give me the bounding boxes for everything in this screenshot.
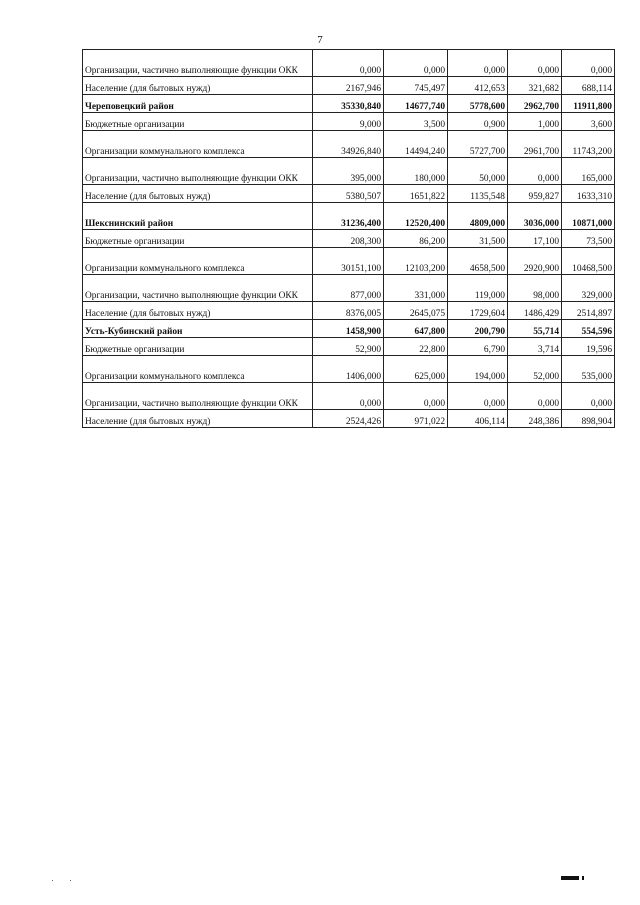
value-cell: 180,000 [384, 158, 448, 185]
value-cell: 3,600 [562, 113, 615, 131]
value-cell: 0,000 [508, 383, 562, 410]
row-name-cell: Бюджетные организации [83, 230, 313, 248]
value-cell: 2167,946 [313, 77, 384, 95]
table-row [83, 383, 615, 410]
value-cell: 2920,900 [508, 248, 562, 275]
row-name-cell: Организации, частично выполняющие функции ОКК [83, 158, 313, 185]
scan-speck [70, 880, 71, 881]
row-name-cell: Шекснинский район [83, 203, 313, 230]
table-row [83, 338, 615, 356]
value-cell: 971,022 [384, 410, 448, 428]
table-row [83, 410, 615, 428]
value-cell: 1486,429 [508, 302, 562, 320]
row-name-cell: Бюджетные организации [83, 113, 313, 131]
district-row [83, 95, 615, 113]
table-row [83, 131, 615, 158]
value-cell: 5778,600 [448, 95, 508, 113]
row-name-cell: Бюджетные организации [83, 338, 313, 356]
value-cell: 119,000 [448, 275, 508, 302]
value-cell: 0,900 [448, 113, 508, 131]
value-cell: 55,714 [508, 320, 562, 338]
value-cell: 0,000 [562, 383, 615, 410]
row-name-cell: Усть-Кубинский район [83, 320, 313, 338]
value-cell: 31236,400 [313, 203, 384, 230]
row-name-cell: Организации, частично выполняющие функции ОКК [83, 50, 313, 77]
value-cell: 2645,075 [384, 302, 448, 320]
scan-footer-mark [561, 876, 579, 880]
value-cell: 19,596 [562, 338, 615, 356]
value-cell: 1651,822 [384, 185, 448, 203]
table-row [83, 50, 615, 77]
table-row [83, 230, 615, 248]
table-body [83, 50, 615, 428]
value-cell: 1729,604 [448, 302, 508, 320]
value-cell: 959,827 [508, 185, 562, 203]
row-name-cell: Население (для бытовых нужд) [83, 410, 313, 428]
value-cell: 406,114 [448, 410, 508, 428]
row-name-cell: Организации, частично выполняющие функции ОКК [83, 275, 313, 302]
value-cell: 1135,548 [448, 185, 508, 203]
value-cell: 535,000 [562, 356, 615, 383]
value-cell: 8376,005 [313, 302, 384, 320]
value-cell: 165,000 [562, 158, 615, 185]
value-cell: 208,300 [313, 230, 384, 248]
value-cell: 329,000 [562, 275, 615, 302]
value-cell: 11911,800 [562, 95, 615, 113]
value-cell: 898,904 [562, 410, 615, 428]
value-cell: 98,000 [508, 275, 562, 302]
value-cell: 4658,500 [448, 248, 508, 275]
value-cell: 688,114 [562, 77, 615, 95]
value-cell: 412,653 [448, 77, 508, 95]
value-cell: 3,500 [384, 113, 448, 131]
value-cell: 6,790 [448, 338, 508, 356]
row-name-cell: Население (для бытовых нужд) [83, 77, 313, 95]
value-cell: 0,000 [448, 383, 508, 410]
value-cell: 3036,000 [508, 203, 562, 230]
district-row [83, 203, 615, 230]
value-cell: 17,100 [508, 230, 562, 248]
table-row [83, 113, 615, 131]
value-cell: 10468,500 [562, 248, 615, 275]
value-cell: 877,000 [313, 275, 384, 302]
value-cell: 31,500 [448, 230, 508, 248]
table-row [83, 356, 615, 383]
value-cell: 14494,240 [384, 131, 448, 158]
value-cell: 1,000 [508, 113, 562, 131]
row-name-cell: Организации коммунального комплекса [83, 356, 313, 383]
table-row [83, 302, 615, 320]
value-cell: 2962,700 [508, 95, 562, 113]
table-row [83, 185, 615, 203]
value-cell: 1406,000 [313, 356, 384, 383]
value-cell: 745,497 [384, 77, 448, 95]
row-name-cell: Организации, частично выполняющие функции ОКК [83, 383, 313, 410]
value-cell: 0,000 [384, 383, 448, 410]
value-cell: 0,000 [562, 50, 615, 77]
value-cell: 52,900 [313, 338, 384, 356]
value-cell: 2524,426 [313, 410, 384, 428]
value-cell: 331,000 [384, 275, 448, 302]
value-cell: 73,500 [562, 230, 615, 248]
district-row [83, 320, 615, 338]
table-row [83, 77, 615, 95]
value-cell: 5727,700 [448, 131, 508, 158]
value-cell: 200,790 [448, 320, 508, 338]
row-name-cell: Население (для бытовых нужд) [83, 185, 313, 203]
value-cell: 395,000 [313, 158, 384, 185]
value-cell: 2961,700 [508, 131, 562, 158]
value-cell: 86,200 [384, 230, 448, 248]
row-name-cell: Население (для бытовых нужд) [83, 302, 313, 320]
row-name-cell: Организации коммунального комплекса [83, 248, 313, 275]
row-name-cell: Организации коммунального комплекса [83, 131, 313, 158]
value-cell: 12103,200 [384, 248, 448, 275]
value-cell: 2514,897 [562, 302, 615, 320]
row-name-cell: Череповецкий район [83, 95, 313, 113]
value-cell: 10871,000 [562, 203, 615, 230]
scan-footer-mark [582, 876, 584, 880]
value-cell: 5380,507 [313, 185, 384, 203]
value-cell: 22,800 [384, 338, 448, 356]
value-cell: 34926,840 [313, 131, 384, 158]
value-cell: 321,682 [508, 77, 562, 95]
value-cell: 0,000 [313, 383, 384, 410]
value-cell: 248,386 [508, 410, 562, 428]
value-cell: 0,000 [448, 50, 508, 77]
scan-speck [52, 880, 53, 881]
value-cell: 35330,840 [313, 95, 384, 113]
value-cell: 1633,310 [562, 185, 615, 203]
value-cell: 14677,740 [384, 95, 448, 113]
value-cell: 52,000 [508, 356, 562, 383]
value-cell: 647,800 [384, 320, 448, 338]
value-cell: 0,000 [384, 50, 448, 77]
value-cell: 625,000 [384, 356, 448, 383]
value-cell: 4809,000 [448, 203, 508, 230]
value-cell: 11743,200 [562, 131, 615, 158]
page-number: 7 [317, 34, 323, 46]
value-cell: 50,000 [448, 158, 508, 185]
value-cell: 9,000 [313, 113, 384, 131]
value-cell: 30151,100 [313, 248, 384, 275]
table-row [83, 248, 615, 275]
consumption-table [82, 49, 615, 428]
table-row [83, 275, 615, 302]
value-cell: 3,714 [508, 338, 562, 356]
value-cell: 1458,900 [313, 320, 384, 338]
value-cell: 554,596 [562, 320, 615, 338]
value-cell: 0,000 [508, 158, 562, 185]
value-cell: 194,000 [448, 356, 508, 383]
value-cell: 0,000 [313, 50, 384, 77]
table-row [83, 158, 615, 185]
value-cell: 0,000 [508, 50, 562, 77]
value-cell: 12520,400 [384, 203, 448, 230]
